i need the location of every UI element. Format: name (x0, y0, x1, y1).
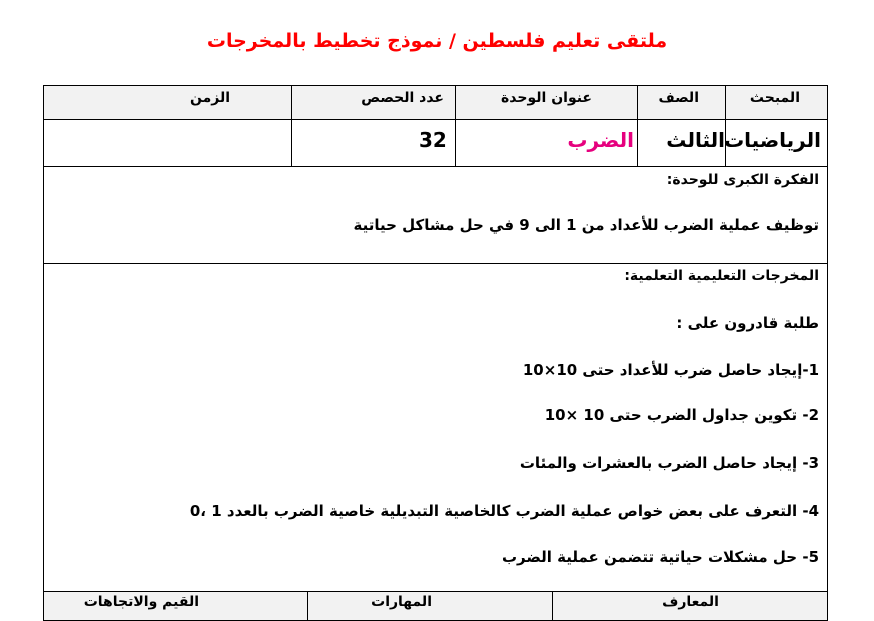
divider (307, 592, 308, 620)
big-idea-text: توظيف عملية الضرب للأعداد من 1 الى 9 في حل مشاكل حياتية (353, 216, 819, 234)
outcome-item: 5- حل مشكلات حياتية تتضمن عملية الضرب (501, 548, 819, 566)
big-idea-label: الفكرة الكبرى للوحدة: (666, 172, 819, 188)
value-grade: الثالث (666, 128, 725, 152)
header-values: القيم والاتجاهات (83, 594, 199, 610)
outcomes-label: المخرجات التعليمية التعلمية: (624, 268, 819, 284)
divider (637, 86, 638, 119)
table-header-row (43, 85, 828, 120)
divider (291, 120, 292, 166)
value-lessons-count: 32 (419, 128, 447, 152)
header-knowledge: المعارف (662, 594, 719, 610)
value-unit-title: الضرب (567, 128, 634, 152)
outcomes-intro: طلبة قادرون على : (676, 314, 819, 332)
header-grade: الصف (658, 90, 699, 106)
value-subject: الرياضيات (724, 128, 821, 152)
header-lessons-count: عدد الحصص (361, 90, 444, 106)
outcome-item: 1-إيجاد حاصل ضرب للأعداد حتى 10×10 (522, 361, 819, 379)
skills-header-row (43, 591, 828, 621)
outcome-item: 4- التعرف على بعض خواص عملية الضرب كالخاصية التبديلية خاصية الضرب بالعدد 1 ،0 (189, 502, 819, 520)
big-idea-section (43, 166, 828, 264)
table-values-row (43, 119, 828, 167)
outcome-item: 3- إيجاد حاصل الضرب بالعشرات والمئات (519, 454, 819, 472)
header-time: الزمن (189, 90, 230, 106)
page-title: ملتقى تعليم فلسطين / نموذج تخطيط بالمخرجات (206, 30, 668, 52)
divider (455, 86, 456, 119)
divider (637, 120, 638, 166)
divider (291, 86, 292, 119)
header-unit-title: عنوان الوحدة (501, 90, 592, 106)
header-subject: المبحث (749, 90, 800, 106)
outcome-item: 2- تكوين جداول الضرب حتى 10 ×10 (544, 406, 819, 424)
divider (552, 592, 553, 620)
divider (455, 120, 456, 166)
divider (725, 86, 726, 119)
outcomes-section (43, 263, 828, 593)
header-skills: المهارات (371, 594, 432, 610)
